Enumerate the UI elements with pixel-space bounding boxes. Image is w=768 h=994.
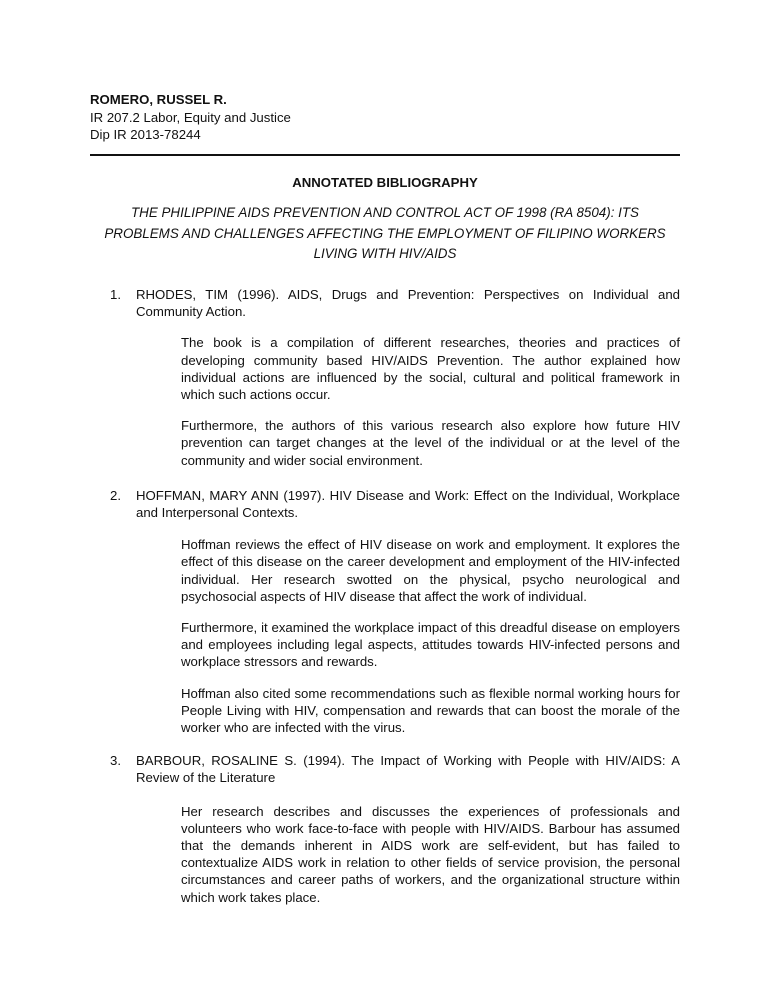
subtitle-line: LIVING WITH HIV/AIDS [313,246,457,261]
course-line: IR 207.2 Labor, Equity and Justice [90,109,291,125]
subtitle-line: THE PHILIPPINE AIDS PREVENTION AND CONTROL ACT OF 1998 (RA 8504): ITS [131,205,639,220]
bibliography-list [90,286,680,906]
entry-citation: RHODES, TIM (1996). AIDS, Drugs and Prevention: Perspectives on Individual and Community Action. [136,287,680,320]
entry-annotation: The book is a compilation of different researches, theories and practices of developing community based HIV/AIDS Prevention. The author explained how individual actions are influenced by the social, cultural and political framework in which such actions occur. [181,335,680,403]
author-header [90,91,690,144]
entry-number: 2. [110,487,121,503]
entry-number: 1. [110,287,121,302]
entry-annotation: Hoffman reviews the effect of HIV disease on work and employment. It explores the effect of this disease on the career development and employment of the HIV-infected individual. Her research swotted on the physical, psycho neurological and psychosocial aspects of HIV disease that affect the work of individual. [181,537,680,604]
document-title: ANNOTATED BIBLIOGRAPHY [292,175,478,190]
bibliography-entry [90,286,680,469]
entry-annotation: Hoffman also cited some recommendations such as flexible normal working hours for People Living with HIV, compensation and rewards that can boost the morale of the worker who are infected with the virus. [181,685,680,736]
document-subtitle [86,203,684,265]
bibliography-entry [90,487,680,736]
subtitle-line: PROBLEMS AND CHALLENGES AFFECTING THE EMPLOYMENT OF FILIPINO WORKERS [104,225,666,241]
entry-annotation: Furthermore, it examined the workplace impact of this dreadful disease on employers and employees including legal aspects, attitudes towards HIV-infected persons and workplace stressors and rewards. [181,620,680,670]
author-name: ROMERO, RUSSEL R. [90,92,227,107]
entry-citation: HOFFMAN, MARY ANN (1997). HIV Disease and Work: Effect on the Individual, Workplace and Interpersonal Contexts. [136,487,680,521]
entry-annotation: Furthermore, the authors of this various research also explore how future HIV prevention can target changes at the level of the individual or at the level of the community and wider social environment. [181,418,680,468]
header-divider [90,154,680,156]
entry-number: 3. [110,753,121,769]
entry-citation: BARBOUR, ROSALINE S. (1994). The Impact of Working with People with HIV/AIDS: A Review of the Literature [136,753,680,786]
bibliography-entry [90,752,680,906]
entry-annotation: Her research describes and discusses the experiences of professionals and volunteers who work face-to-face with people with HIV/AIDS. Barbour has assumed that the demands inherent in AIDS work are self-evident, but has failed to contextualize AIDS work in relation to other fields of service provision, the personal circumstances and career paths of workers, and the organizational structure within which work takes place. [181,803,680,905]
program-line: Dip IR 2013-78244 [90,127,201,142]
